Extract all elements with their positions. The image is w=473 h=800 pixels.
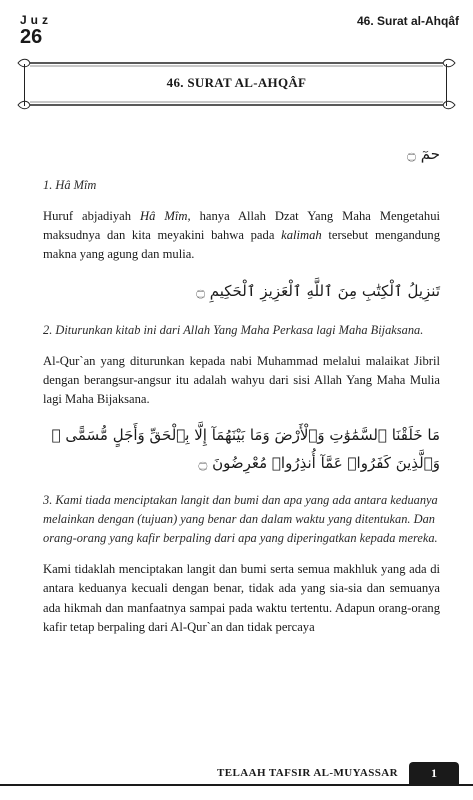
tafsir-text: tersebut mengandung makna yang agung dan mulia.	[43, 228, 440, 262]
verse-3-tafsir	[43, 560, 440, 637]
ornament-divider-bottom-icon	[16, 100, 457, 110]
footer	[0, 762, 473, 786]
juz-marker	[20, 14, 52, 47]
verse-2-arabic: تَنزِيلُ ٱلْكِتَٰبِ مِنَ ٱللَّهِ ٱلْعَزِيزِ ٱلْحَكِيمِ ۝	[196, 281, 440, 300]
verse-2-translation: 2. Diturunkan kitab ini dari Allah Yang Maha Perkasa lagi Maha Bijaksana.	[43, 322, 424, 337]
footer-rule	[0, 784, 473, 786]
running-head: 46. Surat al-Ahqâf	[356, 14, 459, 28]
tafsir-text: hanya Allah Dzat Yang Maha Mengetahui maksudnya dan kita meyakini bahwa pada	[43, 209, 440, 243]
tafsir-text: Kami tidaklah menciptakan langit dan bumi serta semua makhluk yang ada di antara keduanya kecuali dengan benar, tidak ada yang sia-sia dan semuanya ada hikmah dan manfaatnya sampai pada waktu tertentu. Adapun orang-orang kafir tetap berpaling dari Al-Qur`an dan tidak percaya	[43, 562, 440, 634]
verse-3-translation: 3. Kami tiada menciptakan langit dan bumi dan apa yang ada antara keduanya melainkan dengan (tujuan) yang benar dan dalam waktu yang ditentukan. Dan orang-orang yang kafir berpaling dari apa yang diperingatkan kepada mereka.	[43, 493, 438, 546]
juz-label: Juz	[20, 13, 53, 27]
verse-1-translation: 1. Hâ Mîm	[43, 178, 97, 192]
surah-title: 46. SURAT AL-AHQÂF	[166, 75, 307, 90]
verse-1-arabic: حمٓ ۝	[407, 145, 440, 163]
tafsir-text: kalimah	[281, 228, 322, 243]
juz-number: 26	[20, 26, 43, 48]
content	[43, 140, 440, 637]
book-title: TELAAH TAFSIR AL-MUYASSAR	[217, 767, 398, 779]
tafsir-text: Al-Qur`an yang diturunkan kepada nabi Muhammad melalui malaikat Jibril dengan berangsur-angsur itu adalah wahyu dari sisi Allah Yang Maha Mulia lagi Maha Bijaksana.	[43, 353, 440, 407]
tafsir-text: Huruf abjadiyah	[43, 209, 140, 223]
verse-3-arabic: مَا خَلَقْنَا ٱلسَّمَٰوَٰتِ وَٱلْأَرْضَ وَمَا بَيْنَهُمَآ إِلَّا بِٱلْحَقِّ وَأَجَلٍ مُّسَمًّى ۚ وَٱلَّذِينَ كَفَرُوا۟ عَمَّآ أُنذِرُوا۟ مُعْرِضُونَ ۝	[51, 426, 440, 473]
tafsir-text: Hâ Mîm,	[140, 209, 191, 223]
page-number: 1	[409, 762, 459, 784]
verse-1-tafsir	[43, 207, 440, 265]
verse-2-tafsir	[43, 352, 440, 410]
ornament-divider-top-icon	[16, 58, 457, 68]
